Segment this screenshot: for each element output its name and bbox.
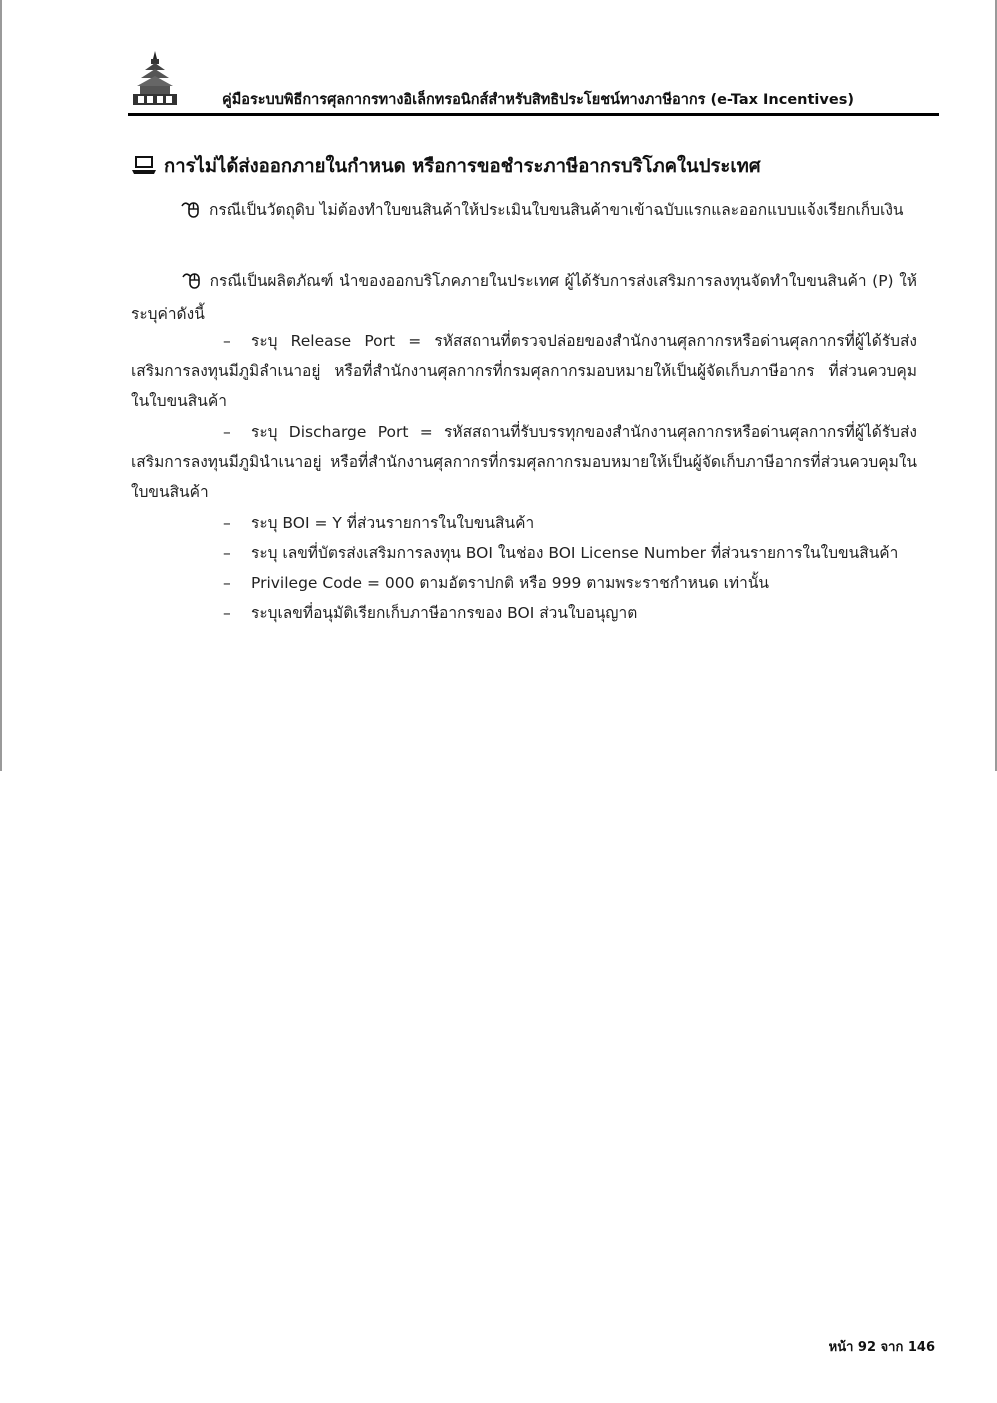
document-header-title: คู่มือระบบพิธีการศุลกากรทางอิเล็กทรอนิกส์สำหรับสิทธิประโยชน์ทางภาษีอากร (e-Tax Incentives) [222,92,854,108]
paragraph-release-port [131,326,917,416]
boi-license-text: ระบุ เลขที่บัตรส่งเสริมการลงทุน BOI ในช่อง BOI License Number ที่ส่วนรายการในใบขนสินค้า [251,544,899,562]
bullet-list [131,508,917,628]
laptop-icon [132,155,156,179]
bullet-boi-y [131,508,917,538]
dash-marker: – [223,544,231,562]
paragraph-raw-material [131,195,917,228]
section-heading [132,152,761,181]
raw-material-text: กรณีเป็นวัตถุดิบ ไม่ต้องทำใบขนสินค้าให้ประเมินใบขนสินค้าขาเข้าฉบับแรกและออกแบบแจ้งเรียกเก็บเงิน [208,201,904,219]
boi-y-text: ระบุ BOI = Y ที่ส่วนรายการในใบขนสินค้า [251,514,535,532]
discharge-port-text: ระบุ Discharge Port = รหัสสถานที่รับบรรทุกของสำนักงานศุลกากรหรือด่านศุลกากรที่ผู้ได้รับส่งเสริมการลงทุนมีภูมินำเนาอยู่ หรือที่สำนักงานศุลกากรที่กรมศุลกากรมอบหมายให้เป็นผู้จัดเก็บภาษีอากรที่ส่วนควบคุมในใบขนสินค้า [131,423,917,501]
paragraph-discharge-port [131,417,917,507]
dash-marker: – [223,423,231,441]
dash-marker: – [223,604,231,622]
dash-marker: – [223,514,231,532]
header-divider [128,113,939,116]
privilege-code-text: Privilege Code = 000 ตามอัตราปกติ หรือ 999 ตามพระราชกำหนด เท่านั้น [251,574,770,592]
mouse-pointer-icon [182,269,202,299]
bullet-approval-no [131,598,917,628]
section-title: การไม่ได้ส่งออกภายในกำหนด หรือการขอชำระภาษีอากรบริโภคในประเทศ [164,156,761,177]
page-edge-left [0,0,2,771]
customs-emblem-icon [132,50,178,106]
dash-marker: – [223,574,231,592]
paragraph-product [131,266,917,329]
bullet-privilege-code [131,568,917,598]
product-text: กรณีเป็นผลิตภัณฑ์ นำของออกบริโภคภายในประเทศ ผู้ได้รับการส่งเสริมการลงทุนจัดทำใบขนสินค้า (P) ให้ระบุค่าดังนี้ [131,272,917,323]
dash-marker: – [223,332,231,350]
mouse-pointer-icon [181,198,201,228]
page-number: หน้า 92 จาก 146 [828,1340,935,1355]
release-port-text: ระบุ Release Port = รหัสสถานที่ตรวจปล่อยของสำนักงานศุลกากรหรือด่านศุลกากรที่ผู้ได้รับส่งเสริมการลงทุนมีภูมิลำเนาอยู่ หรือที่สำนักงานศุลกากรที่กรมศุลกากรมอบหมายให้เป็นผู้จัดเก็บภาษีอากร ที่ส่วนควบคุมในใบขนสินค้า [131,332,917,410]
approval-no-text: ระบุเลขที่อนุมัติเรียกเก็บภาษีอากรของ BOI ส่วนใบอนุญาต [251,604,638,622]
bullet-boi-license [131,538,917,568]
